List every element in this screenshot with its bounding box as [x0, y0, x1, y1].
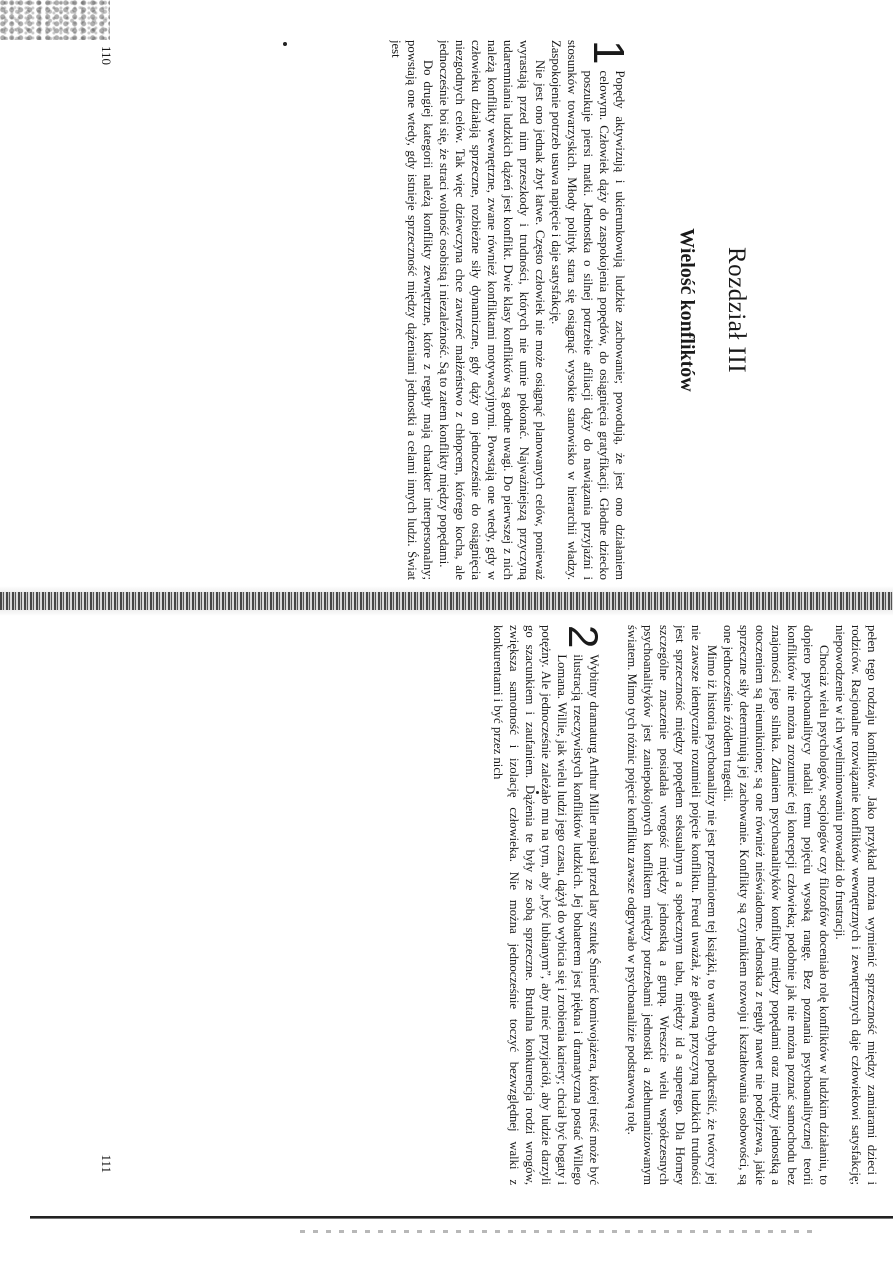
section-number: 2: [560, 625, 607, 649]
page-number: 110: [99, 46, 114, 66]
paragraph: Do drugiej kategorii należą konflikty zewnętrzne, które z reguły mają charakter interpersonalny; powstają one wtedy, gdy istnieje sprzeczność między dążeniami jednostki a celami innych ludzi. Świat jest: [389, 40, 436, 580]
paragraph: Chociaż wielu psychologów, socjologów czy filozofów doceniało rolę konfliktów w ludzkim działaniu, to dopiero psychoanalitycy nadali temu pojęciu wysoką rangę. Bez poznania psychoanalitycznej teorii konfliktów nie można zrozumieć tej koncepcji człowieka; podobnie jak nie można poznać samochodu bez znajomości jego silnika. Zdaniem psychoanalityków konflikty między popędami oraz między jednostką a otoczeniem są nieuniknione; są one również nieświadome. Jednostka z reguły nawet nie podejrzewa, jakie sprzeczne siły determinują jej zachowanie. Konflikty są czynnikiem rozwoju i kształtowania osobowości, są one jednocześnie źródłem tragedii.: [721, 625, 831, 1185]
chapter-title: Rozdział III: [723, 246, 750, 374]
page-number: 111: [99, 1154, 114, 1173]
page-edge-dashes: [300, 1230, 820, 1233]
scan-noise: [0, 0, 110, 40]
book-gutter: [0, 592, 893, 610]
paragraph: [549, 40, 634, 580]
right-page: [90, 625, 880, 1185]
section-number: 1: [584, 40, 634, 65]
paragraph: Mimo iż historia psychoanalizy nie jest przedmiotem tej książki, to warto chyba podkreślić, że twórcy jej nie zawsze identycznie rozumieli pojęcie konfliktu. Freud uważał, że główną przyczyną ludzkich trudności jest sprzeczność między popędem seksualnym a społecznym tabu, między id a superego. Dla Horney szczególne znaczenie posiadała wrogość między jednostką a grupą. Wreszcie wielu współczesnych psychoanalityków jest zaniepokojonych konfliktem między potrzebami jednostki a zdehumanizowanym światem. Mimo tych różnic pojęcie konfliktu zawsze odgrywało w psychoanalizie podstawową rolę.: [625, 625, 719, 1185]
chapter-subtitle: Wielość konfliktów: [676, 228, 699, 392]
paragraph-text: Popędy aktywizują i ukierunkowują ludzkie zachowanie; powodują, że jest ono działaniem celowym. Człowiek dąży do zaspokojenia popędów, do osiągnięcia gratyfikacji. Głodne dziecko poszukuje piersi matki. Jednostka o silnej potrzebie afiliacji dąży do nawiązania przyjaźni i stosunków towarzyskich. Młody polityk stara się osiągnąć wysokie stanowisko w hierarchii władzy. Zaspokojenie potrzeb usuwa napięcie i daje satysfakcję.: [549, 40, 628, 580]
paragraph: Nie jest ono jednak zbyt łatwe. Często człowiek nie może osiągnąć planowanych celów, ponieważ wyrastają przed nim przeszkody i trudności, których nie umie pokonać. Najważniejszą przyczyną udaremniania ludzkich dążeń jest konflikt. Dwie klasy konfliktów są godne uwagi. Do pierwszej z nich należą konflikty wewnętrzne, zwane również konfliktami motywacyjnymi. Powstają one wtedy, gdy w człowieku działają sprzeczne, rozbieżne siły dynamiczne, gdy dąży on jednocześnie do osiągnięcia niezgodnych celów. Tak więc dziewczyna chce zawrzeć małżeństwo z chłopcem, którego kocha, ale jednocześnie boi się, że straci wolność osobistą i niezależność. Są to zatem konflikty między popędami.: [437, 40, 548, 580]
left-page: [90, 40, 880, 580]
paragraph: pełen tego rodzaju konfliktów. Jako przykład można wymienić sprzeczność między zamiarami dzieci i rodziców. Racjonalne rozwiązanie konfliktów wewnętrznych i zewnętrznych daje człowiekowi satysfakcję; niepowodzenie w ich wyeliminowaniu prowadzi do frustracji.: [833, 625, 879, 1185]
section-gap: [602, 625, 624, 1185]
page-edge: [30, 1216, 893, 1222]
paragraph: [490, 625, 607, 1185]
paragraph-text: Wybitny dramaturg Arthur Miller napisał przed laty sztukę Śmierć komiwojażera, której treść może być ilustracją rzeczywistych konfliktów ludzkich. Jej bohaterem jest piękna i dramatyczna postać Willego Lomana. Willie, jak wielu ludzi jego czasu, dążył do wybicia się i zrobienia kariery; chciał być bogaty i potężny. Ale jednocześnie zależało mu na tym, aby „być lubianym”, aby mieć przyjaciół, aby ludzie darzyli go szacunkiem i zaufaniem. Dążenia te były ze sobą sprzeczne. Brutalna konkurencja rodzi wrogów, zwiększa samotność i izolację człowieka. Nie można jednocześnie toczyć bezwzględnej walki z konkurentami i być przez nich: [491, 625, 601, 1185]
